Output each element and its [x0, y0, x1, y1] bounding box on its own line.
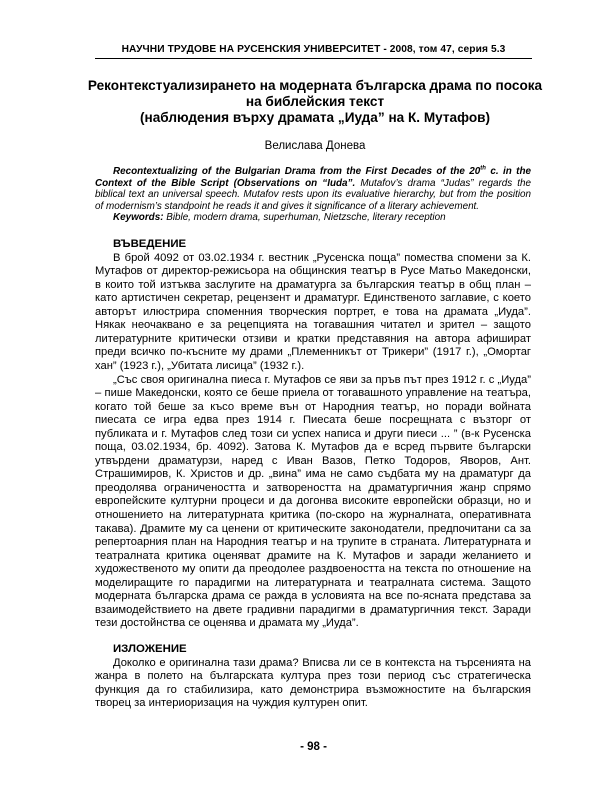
keywords-line: [95, 212, 531, 224]
abstract-text: [95, 166, 531, 212]
abstract: [95, 166, 531, 224]
section-heading-introduction: ВЪВЕДЕНИЕ: [113, 238, 187, 250]
paper-title: [80, 78, 550, 126]
section-heading-exposition: ИЗЛОЖЕНИЕ: [113, 642, 187, 655]
author-name: Велислава Донева: [264, 140, 366, 152]
abstract-body: Mutafov’s drama “Judas” regards the biblical text an universal speech. Mutafov rests upon its evaluative hierarchy, but from the position of modernism’s standpoint he reads it and gives it significance of a literary achievement.: [95, 177, 531, 212]
paragraph-1: В брой 4092 от 03.02.1934 г. вестник „Русенска поща” помества спомени за К. Мутафов от директор-режисьора на общинския театър в Русе Матьо Македонски, в които той изтъква заслугите на драматурга за българския театър в общ план – като артистичен секретар, рецензент и драматург. Единственото заглавие, с което авторът илюстрира споменния творческия портрет, е това на драмата „Иуда”. Някак неочаквано е за рецепцията на тогавашния читател и зрител – защото литературните критически отзиви и кратки представяния на автора афишират преди всичко по-късните му драми „Племенникът от Трикери” (1917 г.), „Омортаг хан” (1923 г.), „Убитата лисица” (1932 г.).: [95, 251, 531, 372]
abstract-title-part1: Recontextualizing of the Bulgarian Drama from the First Decades of the 20: [113, 166, 481, 177]
keywords-label: Keywords:: [113, 212, 164, 224]
paragraph-3: Доколко е оригинална тази драма? Вписва ли се в контекста на търсенията на жанра в полето на българската култура през този период със стратегическа функция да го стабилизира, като демонстрира възможностите на българския творец за интериоризация на чуждия културен опит.: [95, 656, 531, 710]
title-line-1: Реконтекстуализирането на модерната българска драма по посока: [87, 78, 543, 93]
page-number: - 98 -: [300, 741, 327, 753]
running-header: НАУЧНИ ТРУДОВЕ НА РУСЕНСКИЯ УНИВЕРСИТЕТ - 2008, том 47, серия 5.3: [95, 44, 532, 59]
paragraph-2: „Със своя оригинална пиеса г. Мутафов се яви за пръв път през 1912 г. с „Иуда” – пише Македонски, която се беше приела от тогавашното управление на театъра, когато той беше за късо време вън от Народния театър, но поради войната пиесата се игра едва през 1914 г. Пиесата беше посрещната с възторг от публиката и г. Мутафов след този си успех написа и други пиеси ... ” (в-к Русенска поща, 03.02.1934, бр. 4092). Затова К. Мутафов да е всред първите български утвърдени драматурзи, наред с Иван Вазов, Петко Тодоров, Яворов, Ант. Страшимиров, К. Христов и др. „вина” има не само съдбата му на драматург да преодолява ограничеността и затвореността на драматургичния жанр спрямо европейските културни процеси и да догонва високите европейски образци, но и отношението на литературната критика (по-скоро на журналната, оперативната такава). Драмите му са ценени от критическите законодатели, предпочитани са за репертоарния план на Народния театър и на трупите в страната. Литературната и театралната критика оценяват драмите на К. Мутафов и заради желанието и художественото му опити да преодолее раздвоеността на текста по отношение на моделиращите го парадигми на литературната и театралната система. Защото модерната българска драма се ражда в условията на все по-ясната представа за взаимодействието на двете градивни парадигми в драматургичния текст. Заради тези достойнства се оценява и драмата му „Иуда”.: [95, 373, 531, 630]
keywords-list: Bible, modern drama, superhuman, Nietzsche, literary reception: [163, 212, 446, 224]
title-line-2: на библейския текст: [245, 94, 385, 109]
abstract-title-superscript: th: [480, 165, 486, 172]
title-line-3: (наблюдения върху драмата „Иуда” на К. Мутафов): [139, 110, 491, 125]
abstract-title-part2: c. in the Context of the Bible Script (Observations on “Iuda”.: [95, 166, 531, 189]
main-body: [95, 238, 531, 711]
